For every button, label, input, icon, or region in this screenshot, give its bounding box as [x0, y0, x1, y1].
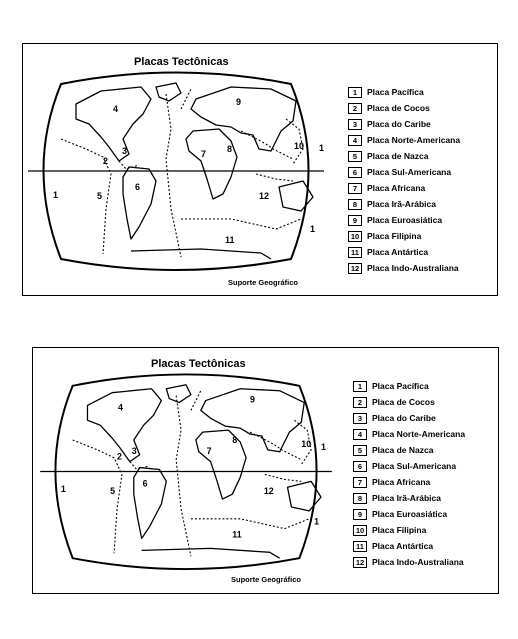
- plate-label-8: 8: [227, 144, 233, 154]
- legend-item: [353, 458, 465, 474]
- legend-item: [348, 228, 460, 244]
- legend-number: 8: [353, 493, 367, 504]
- plate-label-4: 4: [118, 402, 123, 413]
- legend-number: 5: [353, 445, 367, 456]
- legend-item: [348, 116, 460, 132]
- plate-label-3: 3: [122, 146, 128, 156]
- legend-item: [348, 260, 460, 276]
- legend-label: Placa Sul-Americana: [372, 461, 457, 471]
- plate-label-6: 6: [135, 182, 141, 192]
- legend-label: Placa de Cocos: [372, 397, 435, 407]
- legend-label: Placa Pacífica: [367, 87, 424, 97]
- legend-number: 11: [348, 247, 362, 258]
- legend-label: Placa Africana: [367, 183, 426, 193]
- plate-label-11: 11: [225, 235, 235, 245]
- legend-item: [353, 506, 465, 522]
- legend-number: 4: [348, 135, 362, 146]
- plate-label-2: 2: [117, 451, 122, 462]
- legend-label: Placa Pacífica: [372, 381, 429, 391]
- legend-number: 9: [353, 509, 367, 520]
- legend-label: Placa Irã-Arábica: [372, 493, 441, 503]
- legend-item: [348, 148, 460, 164]
- plate-label-5: 5: [110, 486, 116, 497]
- legend-item: [353, 554, 465, 570]
- legend-number: 11: [353, 541, 367, 552]
- legend-label: Placa Irã-Arábica: [367, 199, 436, 209]
- legend-label: Placa de Nazca: [367, 151, 429, 161]
- legend-label: Placa do Caribe: [372, 413, 436, 423]
- plate-label-10: 10: [294, 141, 305, 151]
- legend-number: 6: [348, 167, 362, 178]
- legend-item: [348, 180, 460, 196]
- legend-item: [353, 522, 465, 538]
- legend-number: 3: [348, 119, 362, 130]
- legend-label: Placa Indo-Australiana: [367, 263, 459, 273]
- plate-label-3: 3: [131, 445, 137, 456]
- plate-label-1: 1: [310, 224, 316, 234]
- plate-label-7: 7: [201, 149, 207, 159]
- legend-number: 9: [348, 215, 362, 226]
- plate-label-4: 4: [113, 104, 119, 114]
- plate-label-11: 11: [232, 529, 242, 540]
- plate-label-8: 8: [232, 434, 238, 445]
- legend-item: [353, 538, 465, 554]
- legend-number: 5: [348, 151, 362, 162]
- legend-number: 3: [353, 413, 367, 424]
- legend-label: Placa de Nazca: [372, 445, 434, 455]
- legend-label: Placa Norte-Americana: [372, 429, 466, 439]
- plate-label-1: 1: [53, 190, 59, 200]
- legend-number: 10: [353, 525, 367, 536]
- legend-item: [348, 244, 460, 260]
- legend-item: [348, 196, 460, 212]
- map-title: Placas Tectônicas: [151, 358, 246, 370]
- tectonic-plates-map: [31, 69, 325, 274]
- map-credit: Suporte Geográfico: [231, 575, 302, 584]
- plate-label-5: 5: [97, 191, 103, 201]
- worksheet-panel-2: [32, 347, 499, 594]
- legend-label: Placa de Cocos: [367, 103, 430, 113]
- legend-item: [353, 474, 465, 490]
- legend-item: [353, 394, 465, 410]
- plate-label-2: 2: [103, 156, 109, 166]
- legend-item: [353, 426, 465, 442]
- legend-number: 2: [353, 397, 367, 408]
- legend-label: Placa Filipina: [367, 231, 422, 241]
- legend-number: 10: [348, 231, 362, 242]
- legend-label: Placa Antártica: [372, 541, 434, 551]
- map-credit: Suporte Geográfico: [228, 278, 299, 287]
- tectonic-plates-map: [41, 371, 331, 573]
- legend-number: 1: [348, 87, 362, 98]
- legend-number: 6: [353, 461, 367, 472]
- legend-number: 1: [353, 381, 367, 392]
- plate-legend: [353, 378, 465, 570]
- plate-label-12: 12: [263, 486, 274, 497]
- legend-number: 12: [353, 557, 367, 568]
- plate-label-9: 9: [236, 97, 242, 107]
- legend-label: Placa do Caribe: [367, 119, 431, 129]
- legend-item: [353, 442, 465, 458]
- legend-item: [348, 132, 460, 148]
- legend-label: Placa Sul-Americana: [367, 167, 452, 177]
- legend-item: [353, 410, 465, 426]
- legend-item: [348, 212, 460, 228]
- worksheet-panel-1: [22, 43, 498, 296]
- legend-number: 7: [348, 183, 362, 194]
- legend-item: [348, 164, 460, 180]
- plate-label-12: 12: [259, 191, 270, 201]
- plate-label-1: 1: [320, 441, 326, 452]
- legend-item: [348, 84, 460, 100]
- legend-number: 8: [348, 199, 362, 210]
- plate-label-7: 7: [206, 445, 212, 456]
- legend-number: 2: [348, 103, 362, 114]
- legend-label: Placa Antártica: [367, 247, 429, 257]
- plate-label-1: 1: [319, 143, 325, 153]
- plate-label-1: 1: [60, 484, 66, 495]
- plate-label-10: 10: [301, 438, 312, 449]
- legend-label: Placa Africana: [372, 477, 431, 487]
- legend-label: Placa Filipina: [372, 525, 427, 535]
- plate-label-1: 1: [314, 516, 320, 527]
- legend-item: [353, 378, 465, 394]
- legend-label: Placa Euroasiática: [367, 215, 443, 225]
- map-title: Placas Tectônicas: [134, 56, 229, 68]
- plate-label-6: 6: [142, 478, 148, 489]
- legend-item: [353, 490, 465, 506]
- plate-legend: [348, 84, 460, 276]
- legend-label: Placa Euroasiática: [372, 509, 448, 519]
- plate-label-9: 9: [250, 394, 255, 405]
- legend-label: Placa Norte-Americana: [367, 135, 461, 145]
- legend-number: 4: [353, 429, 367, 440]
- legend-number: 12: [348, 263, 362, 274]
- legend-number: 7: [353, 477, 367, 488]
- legend-item: [348, 100, 460, 116]
- legend-label: Placa Indo-Australiana: [372, 557, 464, 567]
